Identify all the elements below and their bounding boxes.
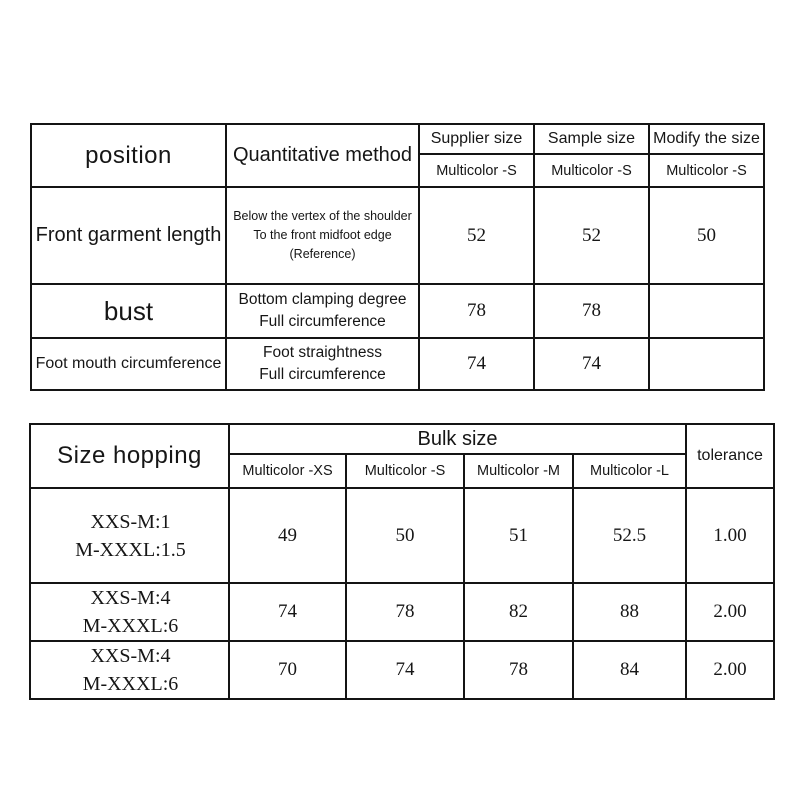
- table-row: [31, 187, 764, 284]
- size-hopping-table: [29, 423, 775, 700]
- cell-tolerance-value: 2.00: [686, 583, 774, 641]
- subheader-sample-colorway: Multicolor -S: [534, 154, 649, 187]
- cell-s-value: 74: [346, 641, 464, 699]
- table-row: [31, 338, 764, 390]
- cell-l-value: 52.5: [573, 488, 686, 583]
- cell-sample-value: 78: [534, 284, 649, 338]
- method-line: Full circumference: [259, 313, 386, 330]
- header-sample-size: Sample size: [534, 124, 649, 154]
- cell-position: bust: [31, 284, 226, 338]
- table-row: [30, 583, 774, 641]
- subheader-multicolor-m: Multicolor -M: [464, 454, 573, 488]
- cell-position: Front garment length: [31, 187, 226, 284]
- cell-method: [226, 284, 419, 338]
- header-position: position: [31, 124, 226, 187]
- cell-s-value: 50: [346, 488, 464, 583]
- cell-modify-value: [649, 338, 764, 390]
- header-supplier-size: Supplier size: [419, 124, 534, 154]
- method-line: Full circumference: [259, 366, 386, 383]
- header-quantitative-method: Quantitative method: [226, 124, 419, 187]
- cell-xs-value: 49: [229, 488, 346, 583]
- cell-supplier-value: 78: [419, 284, 534, 338]
- subheader-multicolor-s: Multicolor -S: [346, 454, 464, 488]
- cell-m-value: 82: [464, 583, 573, 641]
- hopping-line: XXS-M:1: [90, 510, 171, 533]
- method-line: Bottom clamping degree: [238, 290, 407, 308]
- cell-l-value: 84: [573, 641, 686, 699]
- cell-tolerance-value: 2.00: [686, 641, 774, 699]
- method-line: Foot straightness: [263, 343, 382, 361]
- header-size-hopping: Size hopping: [30, 424, 229, 488]
- table-row: [30, 488, 774, 583]
- cell-m-value: 78: [464, 641, 573, 699]
- table-row: [30, 641, 774, 699]
- header-tolerance: tolerance: [686, 424, 774, 488]
- hopping-line: M-XXXL:1.5: [75, 538, 186, 561]
- cell-s-value: 78: [346, 583, 464, 641]
- subheader-supplier-colorway: Multicolor -S: [419, 154, 534, 187]
- cell-size-hopping: [30, 641, 229, 699]
- subheader-modify-colorway: Multicolor -S: [649, 154, 764, 187]
- table-header-row: [30, 424, 774, 454]
- cell-sample-value: 52: [534, 187, 649, 284]
- cell-modify-value: 50: [649, 187, 764, 284]
- header-modify-the-size: Modify the size: [649, 124, 764, 154]
- cell-method: [226, 187, 419, 284]
- hopping-line: M-XXXL:6: [82, 673, 179, 695]
- header-bulk-size: Bulk size: [229, 424, 686, 454]
- table-header-row: [31, 124, 764, 154]
- hopping-line: XXS-M:4: [90, 587, 171, 609]
- method-line: To the front midfoot edge: [253, 228, 392, 243]
- cell-tolerance-value: 1.00: [686, 488, 774, 583]
- cell-sample-value: 74: [534, 338, 649, 390]
- method-line: (Reference): [289, 246, 356, 261]
- subheader-multicolor-xs: Multicolor -XS: [229, 454, 346, 488]
- measurement-table: [30, 123, 765, 391]
- cell-supplier-value: 74: [419, 338, 534, 390]
- cell-m-value: 51: [464, 488, 573, 583]
- subheader-multicolor-l: Multicolor -L: [573, 454, 686, 488]
- cell-position: Foot mouth circumference: [31, 338, 226, 390]
- cell-modify-value: [649, 284, 764, 338]
- cell-size-hopping: [30, 488, 229, 583]
- hopping-line: XXS-M:4: [90, 645, 171, 667]
- cell-l-value: 88: [573, 583, 686, 641]
- cell-xs-value: 74: [229, 583, 346, 641]
- cell-xs-value: 70: [229, 641, 346, 699]
- method-line: Below the vertex of the shoulder: [233, 209, 412, 224]
- hopping-line: M-XXXL:6: [82, 615, 179, 637]
- cell-method: [226, 338, 419, 390]
- cell-size-hopping: [30, 583, 229, 641]
- table-row: [31, 284, 764, 338]
- cell-supplier-value: 52: [419, 187, 534, 284]
